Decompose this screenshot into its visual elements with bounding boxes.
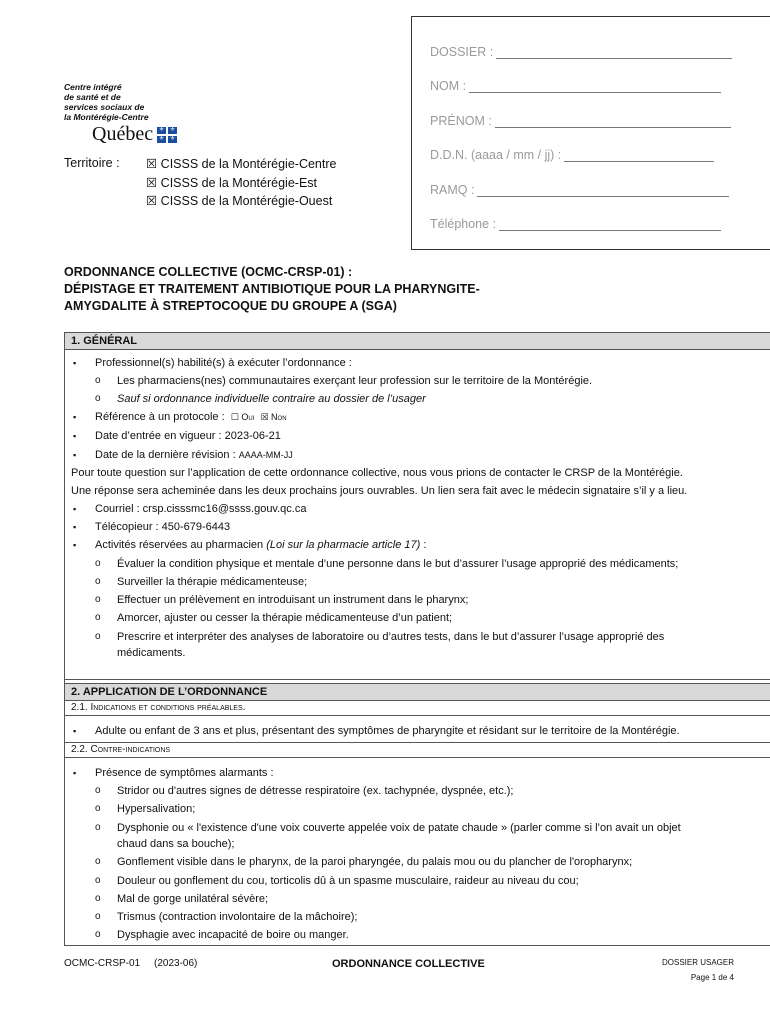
ramq-field[interactable] (430, 183, 729, 197)
logo-line: la Montérégie-Centre (64, 112, 149, 122)
patient-id-box (411, 16, 770, 250)
document-title (64, 264, 624, 315)
quebec-wordmark (64, 123, 224, 146)
date-revision-label: Date de la dernière révision : (95, 449, 236, 461)
fleur-de-lis-icon: ⚜ (158, 126, 165, 133)
quebec-flag-icon (157, 127, 177, 143)
fleur-de-lis-icon: ⚜ (169, 135, 176, 142)
cisss-logo (64, 82, 224, 146)
logo-line: Centre intégré (64, 82, 122, 92)
alarmant-text: Dysphagie avec incapacité de boire ou manger. (117, 929, 349, 941)
section-general-heading: 1. GÉNÉRAL (65, 333, 770, 350)
quebec-word: Québec (92, 123, 154, 145)
title-line-3: AMYGDALITE À STREPTOCOQUE DU GROUPE A (SGA) (64, 299, 397, 313)
telephone-label: Téléphone : (430, 217, 497, 231)
dossier-label: DOSSIER : (430, 45, 494, 59)
alarmant-text: Dysphonie ou « l'existence d'une voix couverte appelée voix de patate chaude » (parler comme si l’on avait un objet (117, 822, 681, 834)
activite-text: Prescrire et interpréter des analyses de laboratoire ou d’autres tests, dans le but d’assurer l’usage approprié des (117, 631, 665, 643)
activite-continuation: médicaments. (117, 647, 186, 659)
logo-line: de santé et de (64, 92, 121, 102)
date-revision-text (95, 448, 293, 462)
section-application-heading: 2. APPLICATION DE L’ORDONNANCE (65, 683, 770, 701)
alarmant-text: Douleur ou gonflement du cou, torticolis dû à un spasme musculaire, raideur au niveau du cou; (117, 875, 579, 887)
fleur-de-lis-icon: ⚜ (169, 126, 176, 133)
reference-oui-checkbox[interactable]: ☐ Oui (230, 412, 255, 422)
activites-label: Activités réservées au pharmacien (95, 539, 264, 551)
alarmant-text: Hypersalivation; (117, 803, 196, 815)
alarmant-continuation: chaud dans sa bouche); (117, 838, 235, 850)
territoire-option-centre[interactable]: ☒ CISSS de la Montérégie-Centre (146, 157, 337, 171)
footer-year: (2023-06) (154, 958, 198, 969)
activites-ref: (Loi sur la pharmacie article 17) (266, 539, 421, 551)
page-number: Page 1 de 4 (690, 973, 734, 982)
subsection-contre-indications-heading: 2.2. Contre-indications (65, 742, 770, 758)
courriel-link[interactable]: Courriel : crsp.cisssmc16@ssss.gouv.qc.ca (95, 503, 307, 515)
reference-non-checkbox[interactable]: ☒ Non (260, 412, 287, 422)
telephone-field[interactable] (430, 217, 721, 231)
ordonnance-table (64, 332, 770, 946)
indication-text: Adulte ou enfant de 3 ans et plus, présentant des symptômes de pharyngite et résidant sur le territoire de la Montérégie. (95, 725, 680, 737)
activite-text: Effectuer un prélèvement en introduisant un instrument dans le pharynx; (117, 594, 469, 606)
footer-dossier: DOSSIER USAGER (661, 958, 734, 967)
ramq-label: RAMQ : (430, 183, 475, 197)
date-entree-text: Date d’entrée en vigueur : 2023-06-21 (95, 430, 281, 442)
pharmaciens-text: Les pharmaciens(nes) communautaires exerçant leur profession sur le territoire de la Montérégie. (117, 375, 593, 387)
territoire-label: Territoire : (64, 156, 120, 170)
subsection-indications-heading: 2.1. Indications et conditions préalables. (65, 701, 770, 716)
activite-text: Évaluer la condition physique et mentale d’une personne dans le but d’assurer l’usage approprié des médicaments; (117, 558, 679, 570)
date-revision-value: AAAA-MM-JJ (238, 450, 293, 460)
activites-colon: : (420, 539, 427, 551)
title-line-2: DÉPISTAGE ET TRAITEMENT ANTIBIOTIQUE POUR LA PHARYNGITE- (64, 282, 480, 296)
footer-code: OCMC-CRSP-01 (64, 958, 141, 969)
reference-label: Référence à un protocole : (95, 411, 225, 423)
territoire-option-est[interactable]: ☒ CISSS de la Montérégie-Est (146, 175, 318, 190)
professionnels-text: Professionnel(s) habilité(s) à exécuter l’ordonnance : (95, 357, 352, 369)
territoire-option-ouest[interactable]: ☒ CISSS de la Montérégie-Ouest (146, 194, 333, 208)
alarmant-text: Stridor ou d'autres signes de détresse respiratoire (ex. tachypnée, dyspnée, etc.); (117, 785, 514, 797)
dossier-field[interactable] (430, 45, 732, 59)
reference-text (95, 410, 287, 424)
contact-line-2: Une réponse sera acheminée dans les deux prochains jours ouvrables. Un lien sera fait avec le médecin signataire s’il y a lieu. (71, 485, 688, 497)
alarmant-text: Mal de gorge unilatéral sévère; (117, 893, 269, 905)
section-divider (65, 679, 770, 680)
prenom-label: PRÉNOM : (430, 114, 492, 128)
logo-line: services sociaux de (64, 102, 145, 112)
sauf-text: Sauf si ordonnance individuelle contraire au dossier de l’usager (117, 393, 426, 405)
ddn-label: D.D.N. (aaaa / mm / jj) : (430, 148, 562, 162)
prenom-field[interactable] (430, 114, 731, 128)
contact-line-1: Pour toute question sur l’application de cette ordonnance collective, nous vous prions de contacter le CRSP de la Montérégie. (71, 467, 683, 479)
footer-title: ORDONNANCE COLLECTIVE (332, 958, 485, 970)
ddn-field[interactable] (430, 148, 714, 162)
fleur-de-lis-icon: ⚜ (158, 135, 165, 142)
title-line-1: ORDONNANCE COLLECTIVE (OCMC-CRSP-01) : (64, 265, 353, 279)
symptomes-text: Présence de symptômes alarmants : (95, 767, 274, 779)
nom-field[interactable] (430, 79, 721, 93)
activite-text: Surveiller la thérapie médicamenteuse; (117, 576, 308, 588)
alarmant-text: Trismus (contraction involontaire de la mâchoire); (117, 911, 358, 923)
activite-text: Amorcer, ajuster ou cesser la thérapie médicamenteuse d’un patient; (117, 612, 453, 624)
alarmant-text: Gonflement visible dans le pharynx, de la paroi pharyngée, du palais mou ou du plancher de l'oropharynx; (117, 856, 633, 868)
activites-text (95, 538, 426, 552)
telecopieur-text: Télécopieur : 450-679-6443 (95, 521, 231, 533)
nom-label: NOM : (430, 79, 467, 93)
